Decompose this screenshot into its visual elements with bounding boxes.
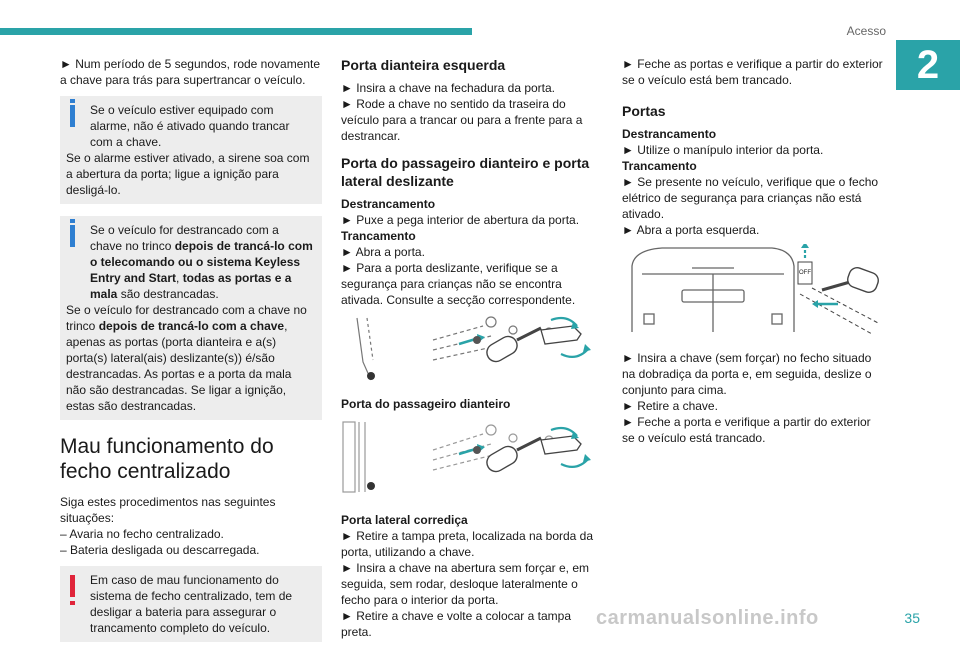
- illustration-rear-door: [622, 244, 884, 340]
- info-icon: [70, 105, 75, 127]
- list-item: – Avaria no fecho centralizado.: [60, 527, 224, 541]
- step: ► Rode a chave no sentido da traseira do veículo para a trancar ou para a frente para a destrancar.: [341, 96, 603, 144]
- step: ► Insira a chave na abertura sem forçar e, em seguida, sem rodar, desloque lateralmente o fecho para o interior da porta.: [341, 560, 603, 608]
- caption-passenger-door: Porta do passageiro dianteiro: [341, 397, 511, 411]
- section-title: Acesso: [846, 24, 886, 38]
- page-number: 35: [904, 610, 920, 626]
- header-accent-bar: [0, 28, 472, 35]
- step: ► Puxe a pega interior de abertura da porta.: [341, 212, 603, 228]
- heading-passenger-door: Porta do passageiro dianteiro e porta lateral deslizante: [341, 155, 590, 189]
- step: ► Insira a chave (sem forçar) no fecho situado na dobradiça da porta e, em seguida, deslize o conjunto para cima.: [622, 350, 884, 398]
- label-unlock: Destrancamento: [622, 127, 717, 141]
- note-text: Se o veículo for destrancado com a chave no trinco depois de trancá-lo com a chave, apenas as portas (porta dianteira e a(s) porta(s) lateral(ais) deslizante(s)) é/são destrancadas. As portas e a porta da mala não são destrancadas. Se ligar a ignição, estas são destrancadas.: [66, 303, 307, 413]
- caption-sliding-door: Porta lateral corrediça: [341, 513, 468, 527]
- step: ► Utilize o manípulo interior da porta.: [622, 142, 884, 158]
- column-left: [60, 56, 322, 654]
- watermark: carmanualsonline.info: [596, 607, 819, 629]
- label-lock: Trancamento: [622, 159, 697, 173]
- note-text: Se o alarme estiver ativado, a sirene soa com a abertura da porta; ligue a ignição para desligá-lo.: [66, 151, 310, 197]
- illustration-sliding-door: [341, 420, 603, 502]
- step: ► Abra a porta.: [341, 244, 603, 260]
- label-lock: Trancamento: [341, 229, 416, 243]
- column-right: [622, 56, 884, 452]
- warning-text: Em caso de mau funcionamento do sistema de fecho centralizado, tem de desligar a bateria para assegurar o trancamento completo do veículo.: [90, 573, 293, 635]
- step: ► Insira a chave na fechadura da porta.: [341, 80, 603, 96]
- note-text: Se o veículo estiver equipado com alarme, não é ativado quando trancar com a chave.: [90, 103, 290, 149]
- info-icon: [70, 225, 75, 247]
- note-text: Se o veículo for destrancado com a chave no trinco depois de trancá-lo com o telecomando ou o sistema Keyless Entry and Start, todas as portas e a mala são destrancadas.: [90, 223, 313, 301]
- section-heading: Mau funcionamento do fecho centralizado: [60, 435, 274, 483]
- warning-icon: [70, 575, 75, 597]
- step-supertrancar: ► Num período de 5 segundos, rode novamente a chave para trás para supertrancar o veículo.: [60, 56, 322, 88]
- label-unlock: Destrancamento: [341, 197, 436, 211]
- step: ► Retire a tampa preta, localizada na borda da porta, utilizando a chave.: [341, 528, 603, 560]
- heading-doors: Portas: [622, 103, 666, 119]
- intro-text: Siga estes procedimentos nas seguintes situações:: [60, 495, 276, 525]
- list-item: – Bateria desligada ou descarregada.: [60, 543, 260, 557]
- illustration-passenger-door: [341, 314, 603, 386]
- info-note-alarm: [60, 96, 322, 204]
- step: ► Feche as portas e verifique a partir do exterior se o veículo está bem trancado.: [622, 56, 884, 88]
- off-label: OFF: [799, 270, 811, 276]
- step: ► Para a porta deslizante, verifique se a segurança para crianças não se encontra ativada. Consulte a secção correspondente.: [341, 260, 603, 308]
- step: ► Retire a chave e volte a colocar a tampa preta.: [341, 608, 603, 640]
- step: ► Abra a porta esquerda.: [622, 222, 884, 238]
- heading-front-left-door: Porta dianteira esquerda: [341, 57, 506, 73]
- step: ► Se presente no veículo, verifique que o fecho elétrico de segurança para crianças não está ativado.: [622, 174, 884, 222]
- warning-note: [60, 566, 322, 642]
- info-note-unlock: [60, 216, 322, 420]
- step: ► Feche a porta e verifique a partir do exterior se o veículo está trancado.: [622, 414, 884, 446]
- step: ► Retire a chave.: [622, 398, 884, 414]
- column-middle: [341, 56, 603, 646]
- chapter-badge: 2: [896, 40, 960, 90]
